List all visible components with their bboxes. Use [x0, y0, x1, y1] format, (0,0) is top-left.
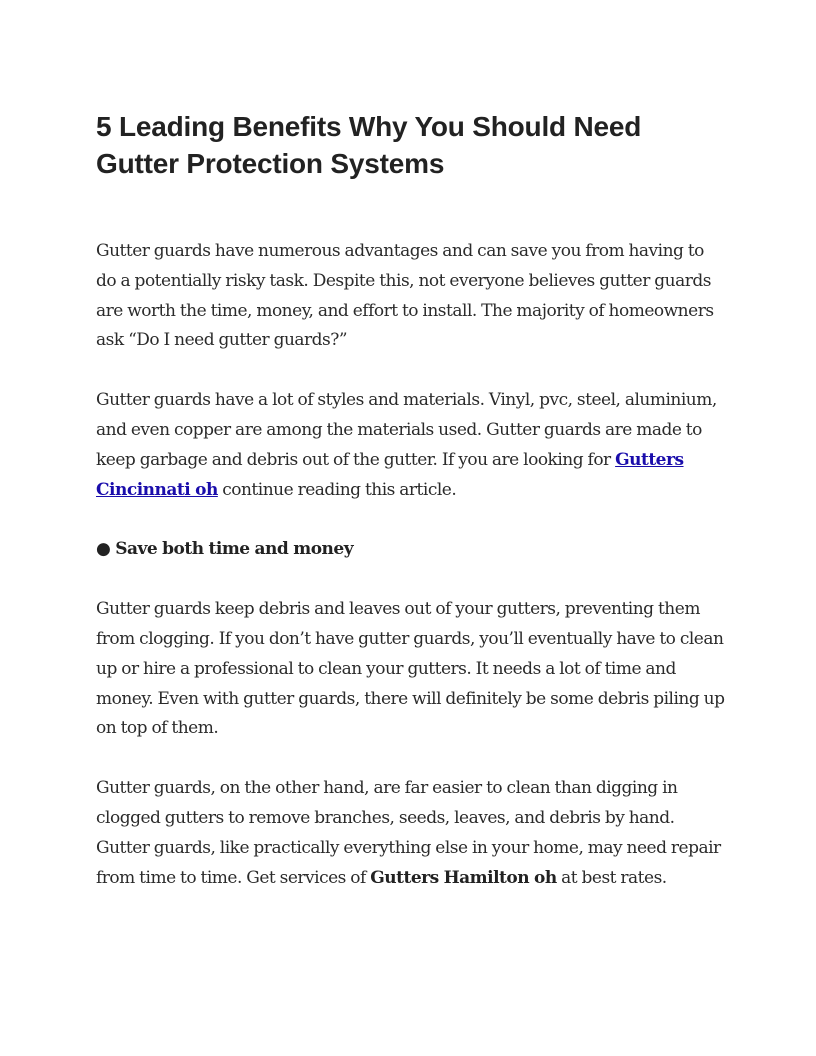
materials-paragraph [96, 386, 726, 505]
page-title: 5 Leading Benefits Why You Should Need Gutter Protection Systems [96, 111, 642, 179]
gutters-hamilton-bold: Gutters Hamilton oh [370, 867, 557, 888]
gutters-cincinnati-link[interactable]: Gutters Cincinnati oh [96, 449, 684, 500]
section-heading-text: ● Save both time and money [96, 539, 354, 560]
materials-text-before: Gutter guards have a lot of styles and materials. Vinyl, pvc, steel, aluminium, and even copper are among the materials used. Gutter guards are made to keep garbage and debris out of the gutter. If you are looking for [96, 390, 717, 470]
materials-text-after: continue reading this article. [217, 479, 457, 500]
cleaning-paragraph [96, 774, 726, 893]
document-page [96, 108, 726, 893]
cleaning-text-before: Gutter guards, on the other hand, are far easier to clean than digging in clogged gutters to remove branches, seeds, leaves, and debris by hand. Gutter guards, like practically everything else in your home, may need repair from time to time. Get services of [96, 778, 721, 888]
intro-paragraph: Gutter guards have numerous advantages and can save you from having to do a potentially risky task. Despite this, not everyone believes gutter guards are worth the time, money, and effort to install. The majority of homeowners ask “Do I need gutter guards?” [96, 241, 714, 351]
cleaning-text-after: at best rates. [556, 867, 667, 888]
section-heading [96, 535, 726, 565]
time-money-paragraph: Gutter guards keep debris and leaves out of your gutters, preventing them from clogging. If you don’t have gutter guards, you’ll eventually have to clean up or hire a professional to clean your gutters. It needs a lot of time and money. Even with gutter guards, there will definitely be some debris piling up on top of them. [96, 599, 725, 739]
